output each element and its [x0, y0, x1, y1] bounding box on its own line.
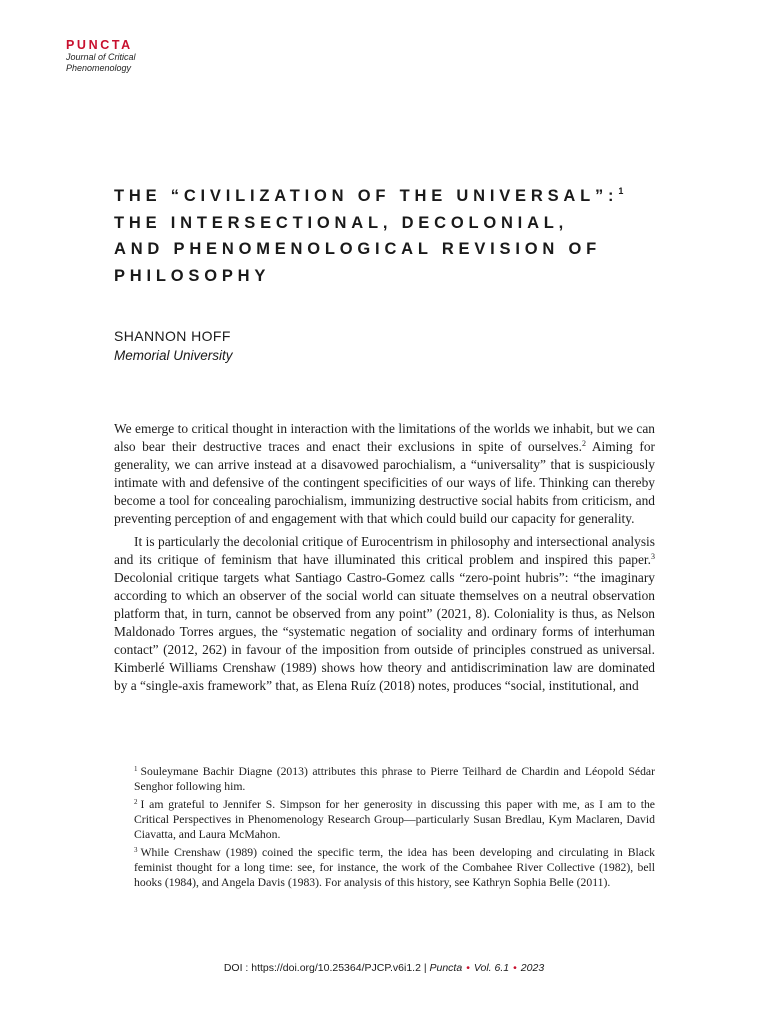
footer-year: 2023: [520, 962, 545, 974]
footer-volume: Vol. 6.1: [473, 962, 510, 974]
doi-link[interactable]: DOI : https://doi.org/10.25364/PJCP.v6i1.2: [223, 962, 421, 974]
article-title: [114, 178, 674, 289]
title-footnote-marker[interactable]: 1: [618, 186, 624, 196]
footnote-marker-3[interactable]: 3: [651, 551, 655, 561]
article-body: [114, 420, 655, 699]
journal-masthead: [66, 38, 136, 73]
footer-separator: |: [423, 962, 427, 974]
footnote-number: 1: [134, 765, 138, 773]
journal-subtitle-line-1: Journal of Critical: [66, 52, 136, 62]
page-footer: [0, 962, 768, 974]
footnote-number: 2: [134, 798, 138, 806]
footer-bullet: •: [513, 962, 517, 974]
footnote-3: $^3$ While Crenshaw (1989) coined the specific term, the idea has been developing and circulating in Black feminist thought for a long time: see, for instance, the work of the Combahee River Collective (1982), bell hooks (1984), and Angela Davis (1983). For analysis of this history, see Kathryn Sophia Belle (2011).: [134, 846, 655, 889]
title-line-4: PHILOSOPHY: [114, 266, 271, 285]
body-paragraph-1: We emerge to critical thought in interaction with the limitations of the worlds we inhabit, but we can also bear their destructive traces and enact their exclusions in spite of ourselves.$^2$ Aiming for generality, we can arrive instead at a disavowed parochialism, a “universality” that is suspiciously intimate with and defensive of the contingent specificities of our ways of life. Thinking can thereby become a tool for concealing parochialism, immunizing destructive social habits from criticism, and preventing perception of and engagement with that which could build our capacity for generality.: [114, 421, 655, 527]
title-line-2: THE INTERSECTIONAL, DECOLONIAL,: [114, 213, 569, 232]
footer-journal: Puncta: [429, 962, 463, 974]
title-line-3: AND PHENOMENOLOGICAL REVISION OF: [114, 240, 601, 258]
footnotes: [134, 764, 655, 893]
footnote-marker-2[interactable]: 2: [581, 439, 586, 449]
body-paragraph-2: It is particularly the decolonial critique of Eurocentrism in philosophy and intersectional analysis and its critique of feminism that have illuminated this critical problem and inspired this paper.$^3$ Decolonial critique targets what Santiago Castro-Gomez calls “zero-point hubris”: “the imaginary according to which an observer of the social world can situate themselves on a neutral observation platform that, in turn, cannot be observed from any point” (2021, 8). Coloniality is thus, as Nelson Maldonado Torres argues, the “systematic negation of sociality and ordinary forms of interhuman contact” (2012, 262) in favour of the imposition from outside of principles construed as universal. Kimberlé Williams Crenshaw (1989) shows how theory and antidiscrimination law are dominated by a “single-axis framework” that, as Elena Ruíz (2018) notes, produces “social, institutional, and: [114, 533, 655, 694]
author-affiliation: Memorial University: [114, 348, 233, 363]
title-line-1: THE “CIVILIZATION OF THE UNIVERSAL”:$^1$: [114, 186, 624, 205]
footer-bullet: •: [466, 962, 470, 974]
footnote-1: $^1$ Souleymane Bachir Diagne (2013) attributes this phrase to Pierre Teilhard de Chardin and Léopold Sédar Senghor following him.: [134, 765, 655, 793]
footnote-number: 3: [134, 846, 138, 854]
author-name: SHANNON HOFF: [114, 328, 231, 344]
journal-name: PUNCTA: [66, 38, 133, 52]
journal-subtitle-line-2: Phenomenology: [66, 62, 132, 73]
author-block: [114, 326, 233, 366]
footnote-2: $^2$ I am grateful to Jennifer S. Simpson for her generosity in discussing this paper with me, as I am to the Critical Perspectives in Phenomenology Research Group—particularly Susan Bredlau, Kym Maclaren, David Ciavatta, and Laura McMahon.: [134, 798, 655, 841]
